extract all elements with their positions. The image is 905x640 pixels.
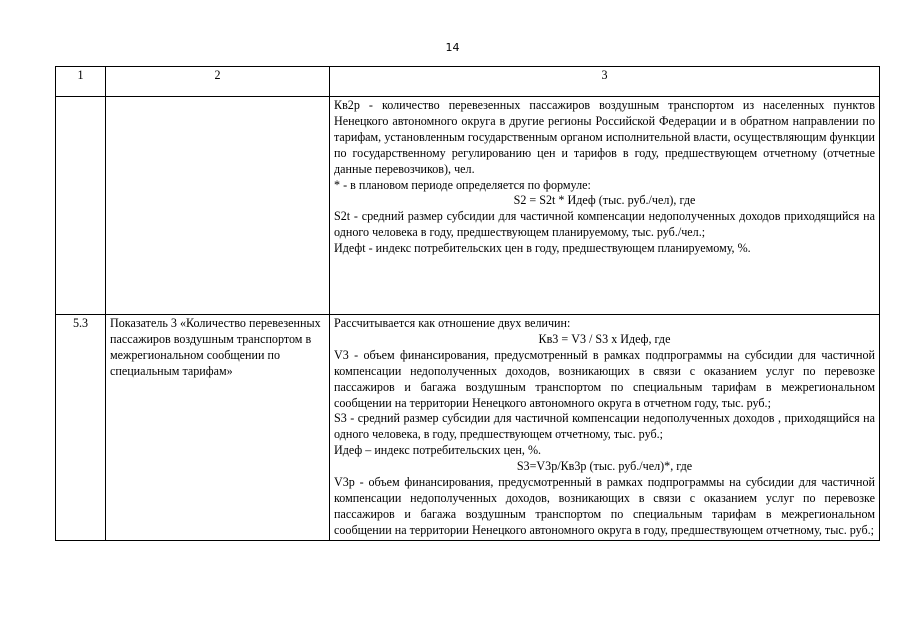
indicator-table — [55, 66, 880, 541]
row2-indicator — [106, 315, 330, 541]
header-col-2: 2 — [106, 67, 330, 97]
row2-formula: Кв3 = V3 / S3 х Идеф, где — [538, 331, 671, 346]
row2-description — [330, 315, 880, 541]
header-col-3: 3 — [330, 67, 880, 97]
row2-line: V3р - объем финансирования, предусмотренный в рамках подпрограммы на субсидии для частичной компенсации недополученных доходов, возникающих в связи с оказанием услуг по перевозке пассажиров и багажа воздушным транспортом по специальным тарифам в межрегиональном сообщении на территории Ненецкого автономного округа в году, предшествующем отчетному, тыс. руб.; — [334, 475, 875, 537]
row1-indicator — [106, 97, 330, 315]
row2-formula: S3=V3р/Кв3р (тыс. руб./чел)*, где — [516, 459, 693, 474]
row1-line: S2t - средний размер субсидии для частичной компенсации недополученных доходов приходящийся на одного человека в году, предшествующем планируемому, тыс. руб./чел.; — [334, 209, 875, 240]
row2-line: Рассчитывается как отношение двух величин: — [334, 316, 571, 330]
row2-line: Идеф – индекс потребительских цен, %. — [334, 443, 542, 458]
header-col-1: 1 — [56, 67, 106, 97]
page-number: 14 — [445, 41, 460, 54]
row2-indicator-text: Показатель 3 «Количество перевезенных пассажиров воздушным транспортом в межрегиональном сообщении по специальным тарифам» — [110, 316, 321, 378]
row1-description — [330, 97, 880, 315]
row2-line: S3 - средний размер субсидии для частичной компенсации недополученных доходов , приходящийся на одного человека, в году, предшествующем отчетному, тыс. руб.; — [334, 411, 875, 442]
row1-formula: S2 = S2t * Идеф (тыс. руб./чел), где — [513, 193, 696, 208]
row1-line: Идефt - индекс потребительских цен в году, предшествующем планируемому, %. — [334, 241, 751, 256]
table-row — [56, 97, 880, 315]
row2-line: V3 - объем финансирования, предусмотренный в рамках подпрограммы на субсидии для частичной компенсации недополученных доходов, возникающих в связи с оказанием услуг по перевозке пассажиров и багажа воздушным транспортом по специальным тарифам в межрегиональном сообщении на территории Ненецкого автономного округа в отчетном году, тыс. руб.; — [334, 347, 875, 410]
row1-line: * - в плановом периоде определяется по формуле: — [334, 177, 591, 192]
row1-number — [56, 97, 106, 315]
table-row — [56, 315, 880, 541]
table-header-row — [56, 67, 880, 97]
row2-number: 5.3 — [56, 315, 106, 541]
row1-line: Кв2р - количество перевезенных пассажиров воздушным транспортом из населенных пунктов Ненецкого автономного округа в другие регионы Российской Федерации и в обратном направлении по тарифам, установленным государственным органом исполнительной власти, осуществляющим функции по государственному регулированию цен и тарифов в году, предшествующем отчетному (отчетные данные перевозчиков), чел. — [334, 98, 875, 176]
